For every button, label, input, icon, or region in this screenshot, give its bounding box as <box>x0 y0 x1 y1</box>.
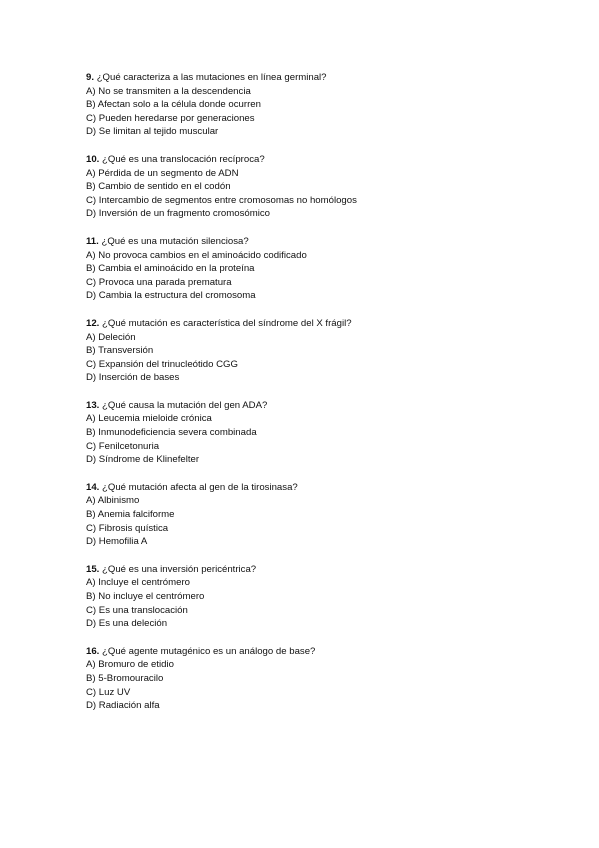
option-d: D) Es una deleción <box>86 618 168 630</box>
question-heading <box>86 481 546 495</box>
option-d: D) Síndrome de Klinefelter <box>86 454 200 466</box>
option-c: C) Intercambio de segmentos entre cromosomas no homólogos <box>86 194 357 206</box>
question-number: 16. <box>86 645 100 657</box>
question-list <box>86 71 546 727</box>
question-14 <box>86 481 546 549</box>
question-heading <box>86 399 546 413</box>
question-number: 13. <box>86 399 100 411</box>
option-b: B) Anemia falciforme <box>86 509 175 521</box>
option-b: B) Afectan solo a la célula donde ocurren <box>86 99 261 111</box>
question-heading <box>86 235 546 249</box>
question-text: ¿Qué causa la mutación del gen ADA? <box>102 399 268 411</box>
option-a: A) Bromuro de etidio <box>86 659 174 671</box>
question-number: 11. <box>86 235 99 247</box>
question-number: 10. <box>86 153 100 165</box>
option-a: A) Leucemia mieloide crónica <box>86 413 212 425</box>
question-text: ¿Qué agente mutagénico es un análogo de base? <box>102 645 316 657</box>
question-heading <box>86 71 546 85</box>
option-c: C) Provoca una parada prematura <box>86 276 232 288</box>
question-heading <box>86 317 546 331</box>
question-number: 12. <box>86 317 100 329</box>
option-c: C) Expansión del trinucleótido CGG <box>86 358 238 370</box>
option-d: D) Hemofilia A <box>86 536 148 548</box>
option-a: A) Pérdida de un segmento de ADN <box>86 167 239 179</box>
option-b: B) 5-Bromouracilo <box>86 672 164 684</box>
option-a: A) Deleción <box>86 331 136 343</box>
option-a: A) Albinismo <box>86 495 140 507</box>
option-d: D) Inserción de bases <box>86 372 180 384</box>
option-c: C) Fibrosis quística <box>86 522 169 534</box>
question-number: 14. <box>86 481 100 493</box>
question-text: ¿Qué es una translocación recíproca? <box>102 153 265 165</box>
question-number: 9. <box>86 72 95 83</box>
option-c: C) Pueden heredarse por generaciones <box>86 112 255 124</box>
option-c: C) Fenilcetonuria <box>86 440 160 452</box>
option-d: D) Inversión de un fragmento cromosómico <box>86 208 270 220</box>
option-d: D) Radiación alfa <box>86 700 160 712</box>
question-text: ¿Qué es una mutación silenciosa? <box>101 235 249 247</box>
question-13 <box>86 399 546 467</box>
option-d: D) Cambia la estructura del cromosoma <box>86 290 256 302</box>
question-heading <box>86 563 546 577</box>
question-15 <box>86 563 546 631</box>
question-text: ¿Qué caracteriza a las mutaciones en línea germinal? <box>96 72 327 83</box>
option-a: A) No se transmiten a la descendencia <box>86 85 251 97</box>
question-text: ¿Qué es una inversión pericéntrica? <box>102 563 257 575</box>
question-text: ¿Qué mutación afecta al gen de la tirosinasa? <box>102 481 298 493</box>
option-b: B) Inmunodeficiencia severa combinada <box>86 427 257 439</box>
option-b: B) Cambia el aminoácido en la proteína <box>86 263 255 275</box>
question-12 <box>86 317 546 385</box>
question-10 <box>86 153 546 221</box>
question-11 <box>86 235 546 303</box>
option-d: D) Se limitan al tejido muscular <box>86 126 219 138</box>
question-text: ¿Qué mutación es característica del síndrome del X frágil? <box>102 317 352 329</box>
option-c: C) Luz UV <box>86 686 131 698</box>
option-c: C) Es una translocación <box>86 604 188 616</box>
option-b: B) No incluye el centrómero <box>86 591 205 602</box>
question-heading <box>86 153 546 167</box>
option-a: A) No provoca cambios en el aminoácido codificado <box>86 249 307 261</box>
option-a: A) Incluye el centrómero <box>86 577 190 589</box>
option-b: B) Cambio de sentido en el codón <box>86 181 231 193</box>
question-number: 15. <box>86 563 100 575</box>
question-heading <box>86 645 546 659</box>
option-b: B) Transversión <box>86 345 154 357</box>
question-9 <box>86 71 546 139</box>
question-16 <box>86 645 546 713</box>
